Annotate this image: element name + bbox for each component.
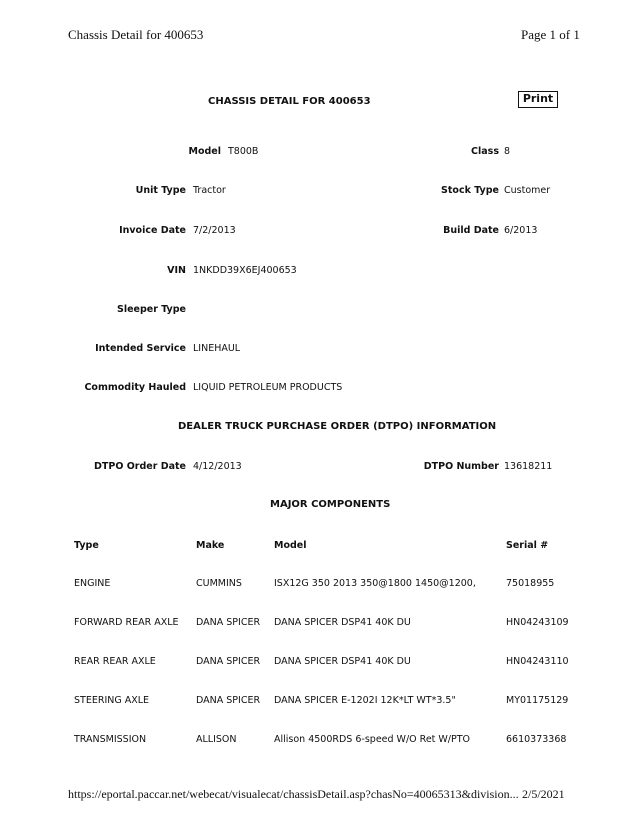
row-type: TRANSMISSION bbox=[74, 734, 147, 745]
vin-value: 1NKDD39X6EJ400653 bbox=[193, 265, 297, 276]
stock-type-value: Customer bbox=[504, 185, 551, 196]
stock-type-label: Stock Type bbox=[441, 185, 499, 196]
row-make: DANA SPICER bbox=[196, 656, 261, 667]
row-type: STEERING AXLE bbox=[74, 695, 150, 706]
class-value: 8 bbox=[504, 146, 511, 157]
page-title: CHASSIS DETAIL FOR 400653 bbox=[208, 96, 371, 107]
invoice-date-label: Invoice Date bbox=[119, 225, 186, 236]
row-make: CUMMINS bbox=[196, 578, 242, 589]
row-make: DANA SPICER bbox=[196, 617, 261, 628]
row-model: ISX12G 350 2013 350@1800 1450@1200, bbox=[274, 578, 476, 589]
row-serial: HN04243110 bbox=[506, 656, 569, 667]
col-header-serial: Serial # bbox=[506, 540, 549, 551]
model-label: Model bbox=[188, 146, 221, 157]
components-section-title: MAJOR COMPONENTS bbox=[270, 499, 391, 510]
row-model: DANA SPICER DSP41 40K DU bbox=[274, 617, 411, 628]
unit-type-value: Tractor bbox=[193, 185, 226, 196]
build-date-value: 6/2013 bbox=[504, 225, 538, 236]
row-type: REAR REAR AXLE bbox=[74, 656, 156, 667]
intended-service-value: LINEHAUL bbox=[193, 343, 241, 354]
row-model: DANA SPICER E-1202I 12K*LT WT*3.5" bbox=[274, 695, 456, 706]
col-header-model: Model bbox=[274, 540, 307, 551]
row-type: ENGINE bbox=[74, 578, 111, 589]
vin-label: VIN bbox=[167, 265, 186, 276]
commodity-label: Commodity Hauled bbox=[84, 382, 186, 393]
row-make: DANA SPICER bbox=[196, 695, 261, 706]
unit-type-label: Unit Type bbox=[135, 185, 186, 196]
row-make: ALLISON bbox=[196, 734, 237, 745]
row-serial: 6610373368 bbox=[506, 734, 567, 745]
col-header-make: Make bbox=[196, 540, 225, 551]
commodity-value: LIQUID PETROLEUM PRODUCTS bbox=[193, 382, 343, 393]
class-label: Class bbox=[471, 146, 499, 157]
row-serial: HN04243109 bbox=[506, 617, 569, 628]
footer-date: 2/5/2021 bbox=[522, 787, 565, 801]
dtpo-section-title: DEALER TRUCK PURCHASE ORDER (DTPO) INFORMATION bbox=[178, 421, 497, 432]
row-type: FORWARD REAR AXLE bbox=[74, 617, 179, 628]
dtpo-number-label: DTPO Number bbox=[423, 461, 499, 472]
intended-service-label: Intended Service bbox=[95, 343, 186, 354]
footer-url: https://eportal.paccar.net/webecat/visualecat/chassisDetail.asp?chasNo=40065313&division... bbox=[68, 787, 519, 801]
page-indicator: Page 1 of 1 bbox=[521, 27, 580, 42]
print-button[interactable]: Print bbox=[518, 91, 558, 108]
invoice-date-value: 7/2/2013 bbox=[193, 225, 236, 236]
dtpo-order-date-value: 4/12/2013 bbox=[193, 461, 242, 472]
model-field bbox=[189, 146, 225, 157]
row-serial: 75018955 bbox=[506, 578, 555, 589]
dtpo-number-value: 13618211 bbox=[504, 461, 553, 472]
build-date-label: Build Date bbox=[443, 225, 499, 236]
row-serial: MY01175129 bbox=[506, 695, 569, 706]
row-model: DANA SPICER DSP41 40K DU bbox=[274, 656, 411, 667]
print-header-title: Chassis Detail for 400653 bbox=[68, 27, 204, 42]
col-header-type: Type bbox=[74, 540, 99, 551]
dtpo-order-date-label: DTPO Order Date bbox=[94, 461, 186, 472]
sleeper-type-label: Sleeper Type bbox=[116, 304, 186, 315]
row-model: Allison 4500RDS 6-speed W/O Ret W/PTO bbox=[274, 734, 471, 745]
model-value: T800B bbox=[228, 146, 259, 157]
